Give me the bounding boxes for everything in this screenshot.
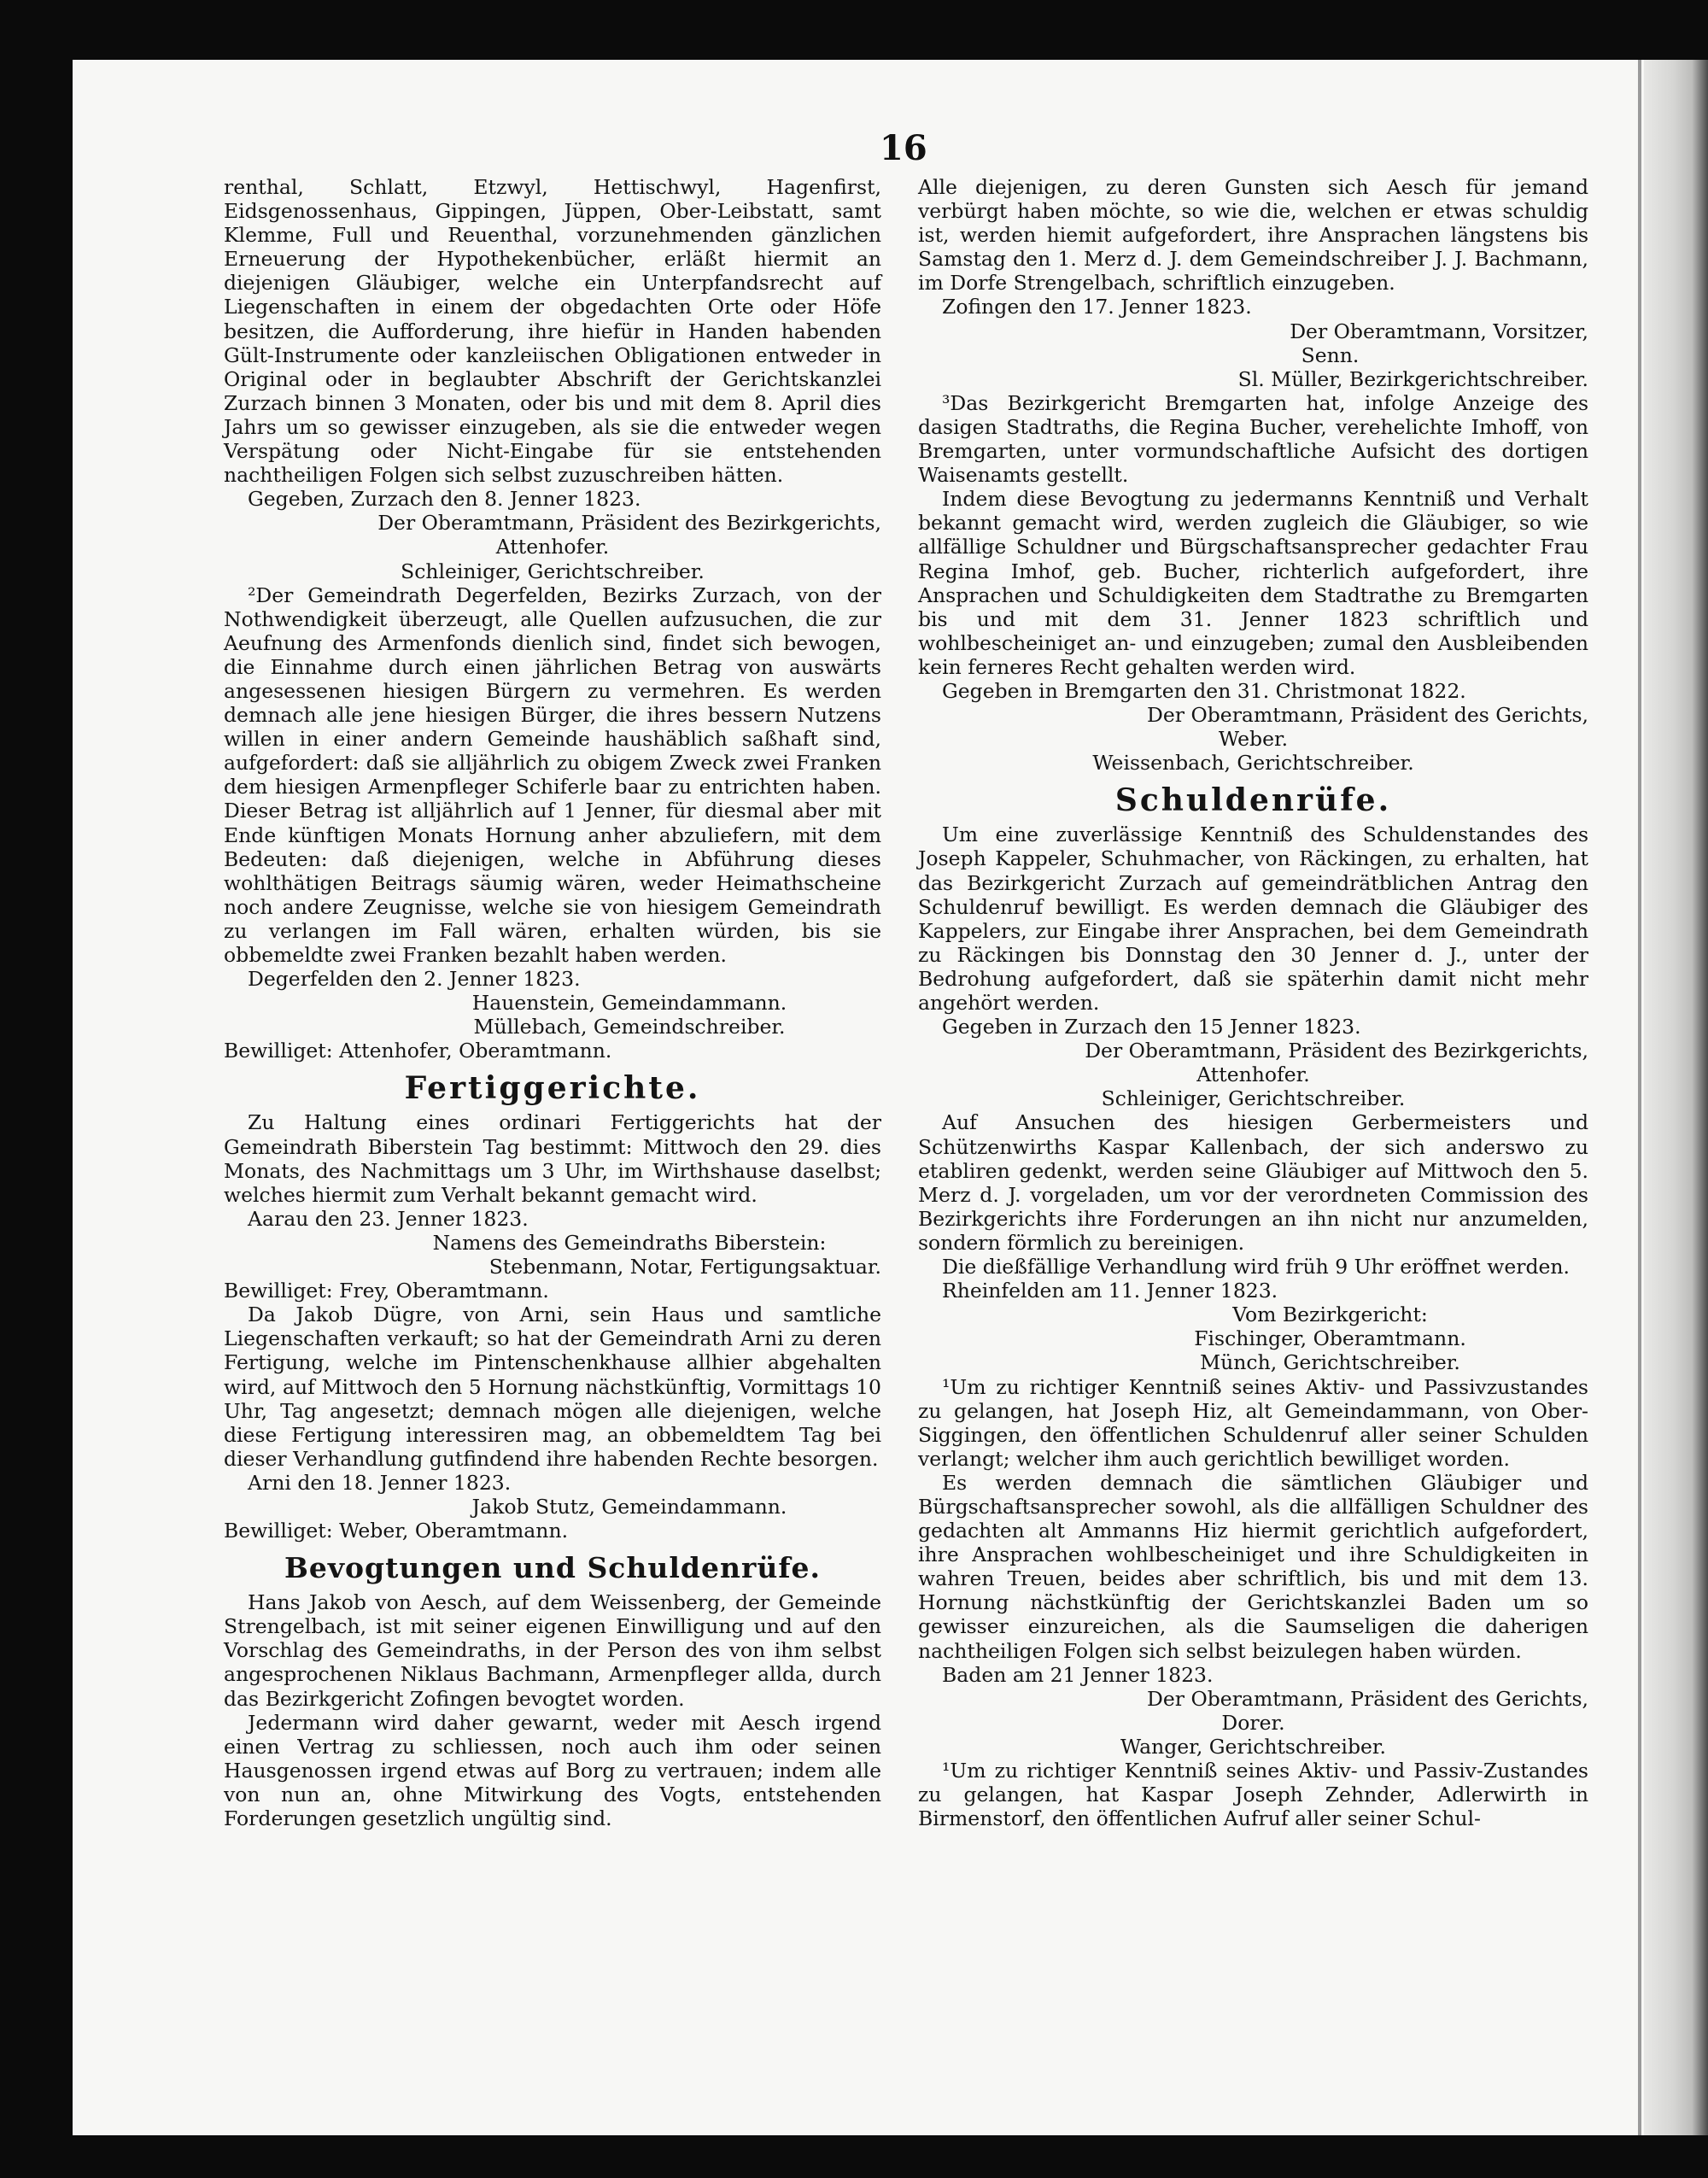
notice-paragraph: ¹Um zu richtiger Kenntniß seines Aktiv- und Passivzustandes zu gelangen, hat Joseph Hiz, alt Gemeindammann, von Ober-Siggingen, den öffentlichen Schuldenruf aller seiner Schulden verlangt; welcher ihm auch gerichtlich bewilliget worden.	[918, 1374, 1588, 1471]
section-heading: Fertiggerichte.	[404, 1070, 701, 1107]
notice-paragraph: ³Das Bezirkgericht Bremgarten hat, infolge Anzeige des dasigen Stadtraths, die Regina Bucher, verehelichte Imhoff, von Bremgarten, unter vormundschaftliche Aufsicht des dortigen Waisenamts gestellt.	[918, 390, 1588, 488]
notice-paragraph: Jedermann wird daher gewarnt, weder mit Aesch irgend einen Vertrag zu schliessen, noch auch ihm oder seinen Hausgenossen irgend etwas auf Borg zu vertrauen; indem alle von nun an, ohne Mitwirkung des Vogts, entstehenden Forderungen gesetzlich ungültig sind.	[224, 1710, 881, 1830]
notice-paragraph: Da Jakob Dügre, von Arni, sein Haus und samtliche Liegenschaften verkauft; so hat der Gemeindrath Arni zu deren Fertigung, welche im Pintenschenkhause allhier abgehalten wird, auf Mittwoch den 5 Hornung nächstkünftig, Vormittags 10 Uhr, Tag angesetzt; demnach mögen alle diejenigen, welche diese Fertigung interessiren mag, an obbemeldtem Tag bei dieser Verhandlung gutfindend ihre habenden Rechte besorgen.	[224, 1303, 881, 1471]
page-number: 16	[880, 128, 927, 168]
right-column	[918, 175, 1588, 1830]
notice-paragraph: Um eine zuverlässige Kenntniß des Schuldenstandes des Joseph Kappeler, Schuhmacher, von Räckingen, zu erhalten, hat das Bezirkgericht Zurzach auf gemeindrätblichen Antrag den Schuldenruf bewilligt. Es werden demnach die Gläubiger des Kappelers, zur Eingabe ihrer Ansprachen, bei dem Gemeindrath zu Räckingen bis Donnstag den 30 Jenner d. J., unter der Bedrohung aufgefordert, daß sie späterhin damit nicht mehr angehört werden.	[918, 823, 1588, 1015]
notice-date: Aarau den 23. Jenner 1823.	[248, 1206, 529, 1231]
signature-line: Senn.	[1301, 343, 1360, 367]
signature-line: Sl. Müller, Bezirkgerichtschreiber.	[1237, 366, 1588, 391]
signature-line: Dorer.	[1221, 1710, 1285, 1735]
notice-paragraph: ¹Um zu richtiger Kenntniß seines Aktiv- und Passiv-Zustandes zu gelangen, hat Kaspar Joseph Zehnder, Adlerwirth in Birmenstorf, den öffentlichen Aufruf aller seiner Schul-	[918, 1759, 1588, 1831]
notice-date: Rheinfelden am 11. Jenner 1823.	[942, 1279, 1278, 1303]
notice-date: Zofingen den 17. Jenner 1823.	[942, 295, 1252, 319]
approval-line: Bewilliget: Frey, Oberamtmann.	[224, 1279, 549, 1303]
notice-date: Baden am 21 Jenner 1823.	[942, 1662, 1214, 1687]
signature-line: Weber.	[1218, 727, 1289, 752]
notice-paragraph: Indem diese Bevogtung zu jedermanns Kenntniß und Verhalt bekannt gemacht wird, werden zugleich die Gläubiger, so wie allfällige Schuldner und Bürgschaftsansprecher gedachter Frau Regina Imhof, geb. Bucher, richterlich aufgefordert, ihre Ansprachen und Schuldigkeiten dem Stadtrathe zu Bremgarten bis und mit dem 31. Jenner 1823 schriftlich und wohlbescheiniget an- und einzugeben; zumal den Ausbleibenden kein ferneres Recht gehalten werden wird.	[918, 487, 1588, 679]
signature-line: Attenhofer.	[495, 535, 610, 559]
signature-line: Hauenstein, Gemeindammann.	[471, 991, 787, 1016]
notice-paragraph: renthal, Schlatt, Etzwyl, Hettischwyl, Hagenfirst, Eidsgenossenhaus, Gippingen, Jüppen, Ober-Leibstatt, samt Klemme, Full und Reuenthal, vorzunehmenden gänzlichen Erneuerung der Hypothekenbücher, erläßt hiermit an diejenigen Gläubiger, welche ein Unterpfandsrecht auf Liegenschaften in einem der obgedachten Orte oder Höfe besitzen, die Aufforderung, ihre hiefür in Handen habenden Gült-Instrumente oder kanzleiischen Obligationen entweder in Original oder in beglaubter Abschrift der Gerichtskanzlei Zurzach binnen 3 Monaten, oder bis und mit dem 8. April dies Jahrs um so gewisser einzugeben, als sie die entweder wegen Verspätung oder Nicht-Eingabe für sie entstehenden nachtheiligen Folgen sich selbst zuzuschreiben hätten.	[224, 175, 881, 488]
signature-line: Stebenmann, Notar, Fertigungsaktuar.	[488, 1255, 881, 1279]
signature-line: Namens des Gemeindraths Biberstein:	[432, 1230, 827, 1255]
signature-line: Wanger, Gerichtschreiber.	[1120, 1734, 1387, 1759]
signature-line: Der Oberamtmann, Präsident des Bezirkgerichts,	[377, 511, 881, 536]
notice-paragraph: Alle diejenigen, zu deren Gunsten sich Aesch für jemand verbürgt haben möchte, so wie die, welchen er etwas schuldig ist, werden hiemit aufgefordert, ihre Ansprachen längstens bis Samstag den 1. Merz d. J. dem Gemeindschreiber J. J. Bachmann, im Dorfe Strengelbach, schriftlich einzugeben.	[918, 175, 1588, 296]
approval-line: Bewilliget: Weber, Oberamtmann.	[224, 1519, 569, 1543]
notice-paragraph: Hans Jakob von Aesch, auf dem Weissenberg, der Gemeinde Strengelbach, ist mit seiner eigenen Einwilligung und auf den Vorschlag des Gemeindraths, in der Person des von ihm selbst angesprochenen Niklaus Bachmann, Armenpfleger allda, durch das Bezirkgericht Zofingen bevogtet worden.	[224, 1590, 881, 1711]
notice-date: Gegeben, Zurzach den 8. Jenner 1823.	[248, 487, 641, 512]
signature-line: Jakob Stutz, Gemeindammann.	[471, 1494, 787, 1519]
notice-paragraph: Auf Ansuchen des hiesigen Gerbermeisters und Schützenwirths Kaspar Kallenbach, der sich anderswo zu etabliren gedenkt, werden seine Gläubiger auf Mittwoch den 5. Merz d. J. vorgeladen, um vor der verordneten Commission des Bezirkgerichts ihre Forderungen an ihn nicht nur anzumelden, sondern förmlich zu bereinigen.	[918, 1110, 1588, 1255]
signature-line: Schleiniger, Gerichtschreiber.	[401, 559, 705, 583]
notice-date: Degerfelden den 2. Jenner 1823.	[248, 967, 581, 992]
signature-line: Der Oberamtmann, Präsident des Gerichts,	[1147, 703, 1588, 728]
notice-date: Arni den 18. Jenner 1823.	[248, 1470, 512, 1495]
approval-line: Bewilliget: Attenhofer, Oberamtmann.	[224, 1039, 612, 1063]
notice-paragraph: Es werden demnach die sämtlichen Gläubiger und Bürgschaftsansprecher sowohl, als die allfälligen Schuldner des gedachten alt Ammanns Hiz hiermit gerichtlich aufgefordert, ihre Ansprachen wohlbescheiniget und ihre Schuldigkeiten in wahren Treuen, beides aber schriftlich, bis und mit dem 13. Hornung nächstkünftig der Gerichtskanzlei Baden um so gewisser einzureichen, als die Saumseligen die daherigen nachtheiligen Folgen sich selbst beizulegen haben würden.	[918, 1470, 1588, 1663]
notice-date: Gegeben in Bremgarten den 31. Christmonat 1822.	[942, 678, 1466, 703]
section-heading: Schuldenrüfe.	[1114, 782, 1392, 819]
signature-line: Müllebach, Gemeindschreiber.	[473, 1015, 786, 1039]
signature-line: Münch, Gerichtschreiber.	[1200, 1350, 1460, 1375]
signature-line: Weissenbach, Gerichtschreiber.	[1092, 751, 1414, 776]
signature-line: Attenhofer.	[1196, 1063, 1310, 1087]
signature-line: Der Oberamtmann, Präsident des Gerichts,	[1147, 1686, 1588, 1711]
notice-paragraph: Die dießfällige Verhandlung wird früh 9 Uhr eröffnet werden.	[942, 1255, 1571, 1279]
signature-line: Schleiniger, Gerichtschreiber.	[1101, 1086, 1406, 1111]
notice-paragraph: ²Der Gemeindrath Degerfelden, Bezirks Zurzach, von der Nothwendigkeit überzeugt, alle Quellen aufzusuchen, die zur Aeufnung des Armenfonds dienlich sind, findet sich bewogen, die Einnahme durch einen jährlichen Betrag von auswärts angesessenen hiesigen Bürgern zu vermehren. Es werden demnach alle jene hiesigen Bürger, die ihres bessern Nutzens willen in einer andern Gemeinde haushäblich saßhaft sind, aufgefordert: daß sie alljährlich zu obigem Zweck zwei Franken dem hiesigen Armenpfleger Schiferle baar zu entrichten haben. Dieser Betrag ist alljährlich auf 1 Jenner, für diesmal aber mit Ende künftigen Monats Hornung anher abzuliefern, mit dem Bedeuten: daß diejenigen, welche in Abführung dieses wohlthätigen Beitrags säumig wären, weder Heimathscheine noch andere Zeugnisse, welche sie von hiesigem Gemeindrath zu verlangen im Fall wären, erhalten würden, bis sie obbemeldte zwei Franken bezahlt haben werden.	[224, 583, 881, 967]
next-page-edge	[1644, 60, 1708, 2135]
signature-line: Vom Bezirkgericht:	[1232, 1303, 1428, 1327]
section-heading: Bevogtungen und Schuldenrüfe.	[284, 1551, 822, 1585]
signature-line: Fischinger, Oberamtmann.	[1194, 1326, 1466, 1351]
signature-line: Der Oberamtmann, Vorsitzer,	[1290, 319, 1588, 343]
page-fold-edge	[1638, 60, 1641, 2135]
left-column	[224, 175, 881, 1830]
signature-line: Der Oberamtmann, Präsident des Bezirkgerichts,	[1085, 1039, 1588, 1063]
notice-date: Gegeben in Zurzach den 15 Jenner 1823.	[942, 1015, 1361, 1039]
notice-paragraph: Zu Haltung eines ordinari Fertiggerichts hat der Gemeindrath Biberstein Tag bestimmt: Mittwoch den 29. dies Monats, des Nachmittags um 3 Uhr, im Wirthshause daselbst; welches hiermit zum Verhalt bekannt gemacht wird.	[224, 1110, 881, 1207]
